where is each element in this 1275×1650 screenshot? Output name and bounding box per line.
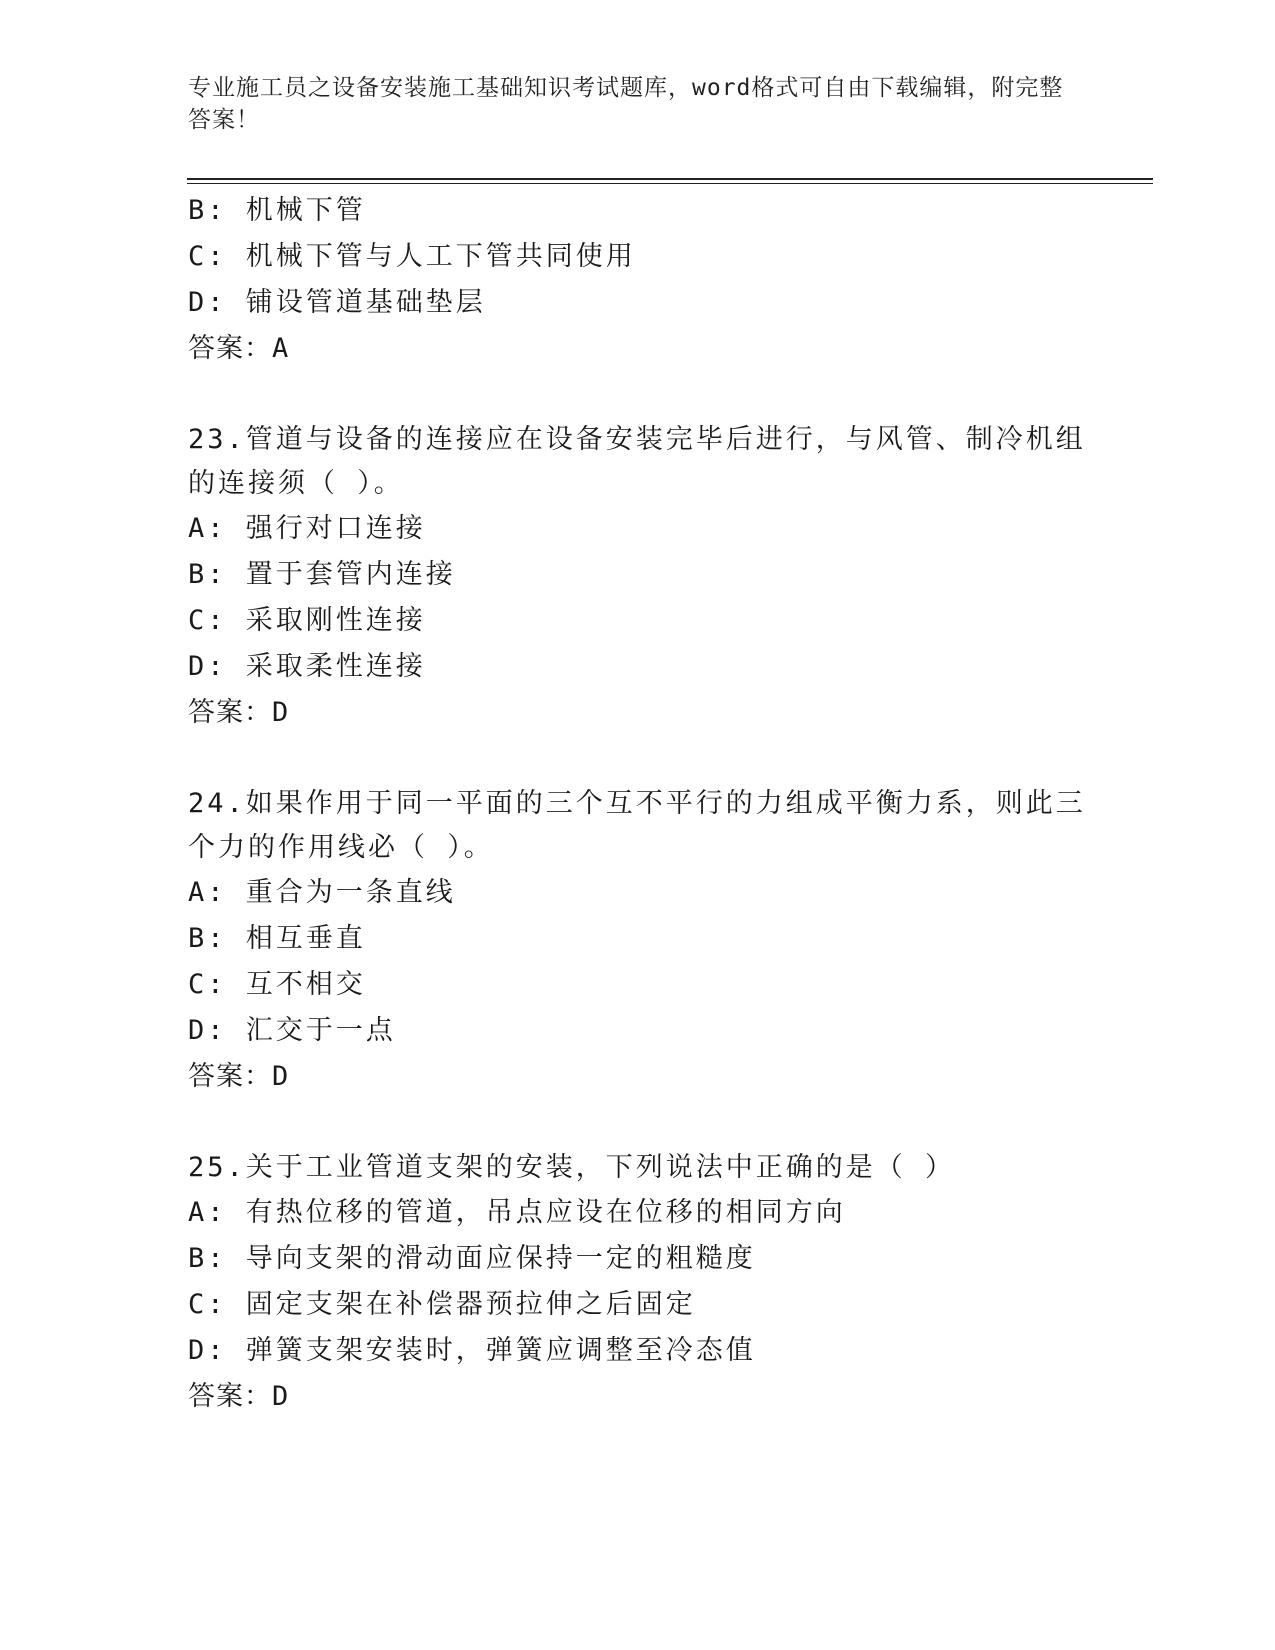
option-d: D: 弹簧支架安装时，弹簧应调整至冷态值 — [188, 1335, 756, 1366]
header-rule-thick — [187, 178, 1153, 180]
header-rule-thin — [187, 183, 1153, 184]
option-b: B: 相互垂直 — [188, 923, 366, 954]
option-a: A: 重合为一条直线 — [188, 877, 456, 908]
question-24 — [188, 782, 1088, 1100]
question-text: 23.管道与设备的连接应在设备安装完毕后进行，与风管、制冷机组的连接须（ ）。 — [188, 424, 1086, 499]
document-body — [188, 188, 1088, 1420]
option-b: B: 导向支架的滑动面应保持一定的粗糙度 — [188, 1243, 756, 1274]
option-d: D: 采取柔性连接 — [188, 651, 426, 682]
spacer — [188, 736, 1088, 782]
spacer — [188, 372, 1088, 418]
answer-line: 答案：D — [188, 697, 290, 728]
option-a: A: 有热位移的管道，吊点应设在位移的相同方向 — [188, 1197, 846, 1228]
answer-line: 答案：D — [188, 1061, 290, 1092]
option-b: B: 置于套管内连接 — [188, 559, 456, 590]
answer-line: 答案：A — [188, 333, 290, 364]
question-23 — [188, 418, 1088, 736]
option-c: C: 互不相交 — [188, 969, 366, 1000]
option-a: A: 强行对口连接 — [188, 513, 426, 544]
spacer — [188, 1100, 1088, 1146]
question-text: 24.如果作用于同一平面的三个互不平行的力组成平衡力系，则此三个力的作用线必（ ）。 — [188, 788, 1086, 863]
option-c: C: 固定支架在补偿器预拉伸之后固定 — [188, 1289, 696, 1320]
option-d: D: 铺设管道基础垫层 — [188, 287, 486, 318]
answer-line: 答案：D — [188, 1381, 290, 1412]
option-c: C: 采取刚性连接 — [188, 605, 426, 636]
option-d: D: 汇交于一点 — [188, 1015, 396, 1046]
question-22-tail — [188, 188, 1088, 372]
question-25 — [188, 1146, 1088, 1420]
document-header: 专业施工员之设备安装施工基础知识考试题库，word格式可自由下载编辑，附完整答案！ — [188, 75, 1064, 133]
option-c: C: 机械下管与人工下管共同使用 — [188, 241, 636, 272]
option-b: B: 机械下管 — [188, 195, 366, 226]
question-text: 25.关于工业管道支架的安装，下列说法中正确的是（ ） — [188, 1152, 956, 1183]
